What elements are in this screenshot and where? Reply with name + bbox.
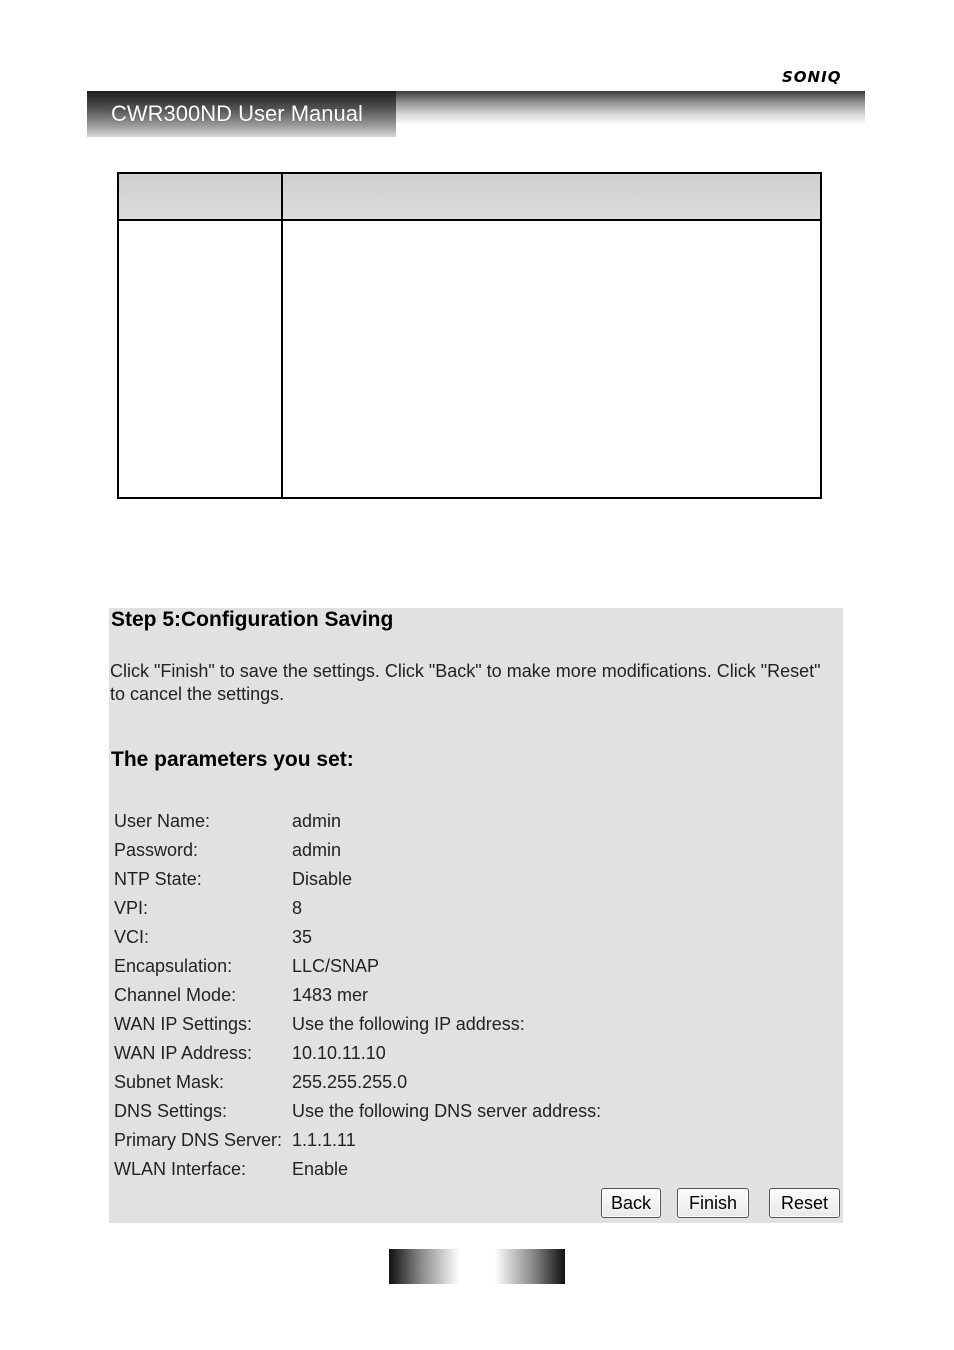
param-value: 8 — [292, 898, 303, 918]
step-title: Step 5:Configuration Saving — [111, 608, 394, 631]
page-number-block — [389, 1249, 565, 1284]
param-label: WLAN Interface: — [114, 1159, 247, 1179]
param-value: 1.1.1.11 — [292, 1130, 356, 1150]
param-value: Enable — [292, 1159, 349, 1179]
param-label: WAN IP Settings: — [114, 1014, 253, 1034]
param-label: Primary DNS Server: — [114, 1130, 283, 1150]
reset-button[interactable]: Reset — [769, 1188, 840, 1218]
param-label: Channel Mode: — [114, 985, 237, 1005]
back-button[interactable]: Back — [601, 1188, 661, 1218]
configuration-saving-panel — [109, 608, 843, 1223]
param-label: NTP State: — [114, 869, 202, 889]
param-value: Use the following DNS server address: — [292, 1101, 602, 1121]
param-label: Encapsulation: — [114, 956, 233, 976]
param-value: 255.255.255.0 — [292, 1072, 408, 1092]
param-value: admin — [292, 840, 342, 860]
brand-logo: SONIQ — [782, 68, 842, 86]
param-value: 10.10.11.10 — [292, 1043, 386, 1063]
param-value: LLC/SNAP — [292, 956, 380, 976]
param-label: User Name: — [114, 811, 211, 831]
empty-table — [117, 172, 822, 499]
instruction-text: Click "Finish" to save the settings. Click "Back" to make more modifications. Click "Reset" to cancel the settings. — [110, 661, 821, 704]
param-label: DNS Settings: — [114, 1101, 228, 1121]
parameters-heading: The parameters you set: — [111, 748, 354, 771]
param-value: Use the following IP address: — [292, 1014, 525, 1034]
manual-title: CWR300ND User Manual — [111, 101, 363, 126]
param-label: Subnet Mask: — [114, 1072, 225, 1092]
param-label: VPI: — [114, 898, 149, 918]
param-value: 35 — [292, 927, 313, 947]
table-column-divider — [281, 174, 283, 497]
param-label: VCI: — [114, 927, 150, 947]
finish-button[interactable]: Finish — [677, 1188, 749, 1218]
param-value: admin — [292, 811, 342, 831]
table-header-row — [119, 174, 820, 221]
param-value: Disable — [292, 869, 353, 889]
param-label: WAN IP Address: — [114, 1043, 253, 1063]
param-value: 1483 mer — [292, 985, 369, 1005]
param-label: Password: — [114, 840, 199, 860]
